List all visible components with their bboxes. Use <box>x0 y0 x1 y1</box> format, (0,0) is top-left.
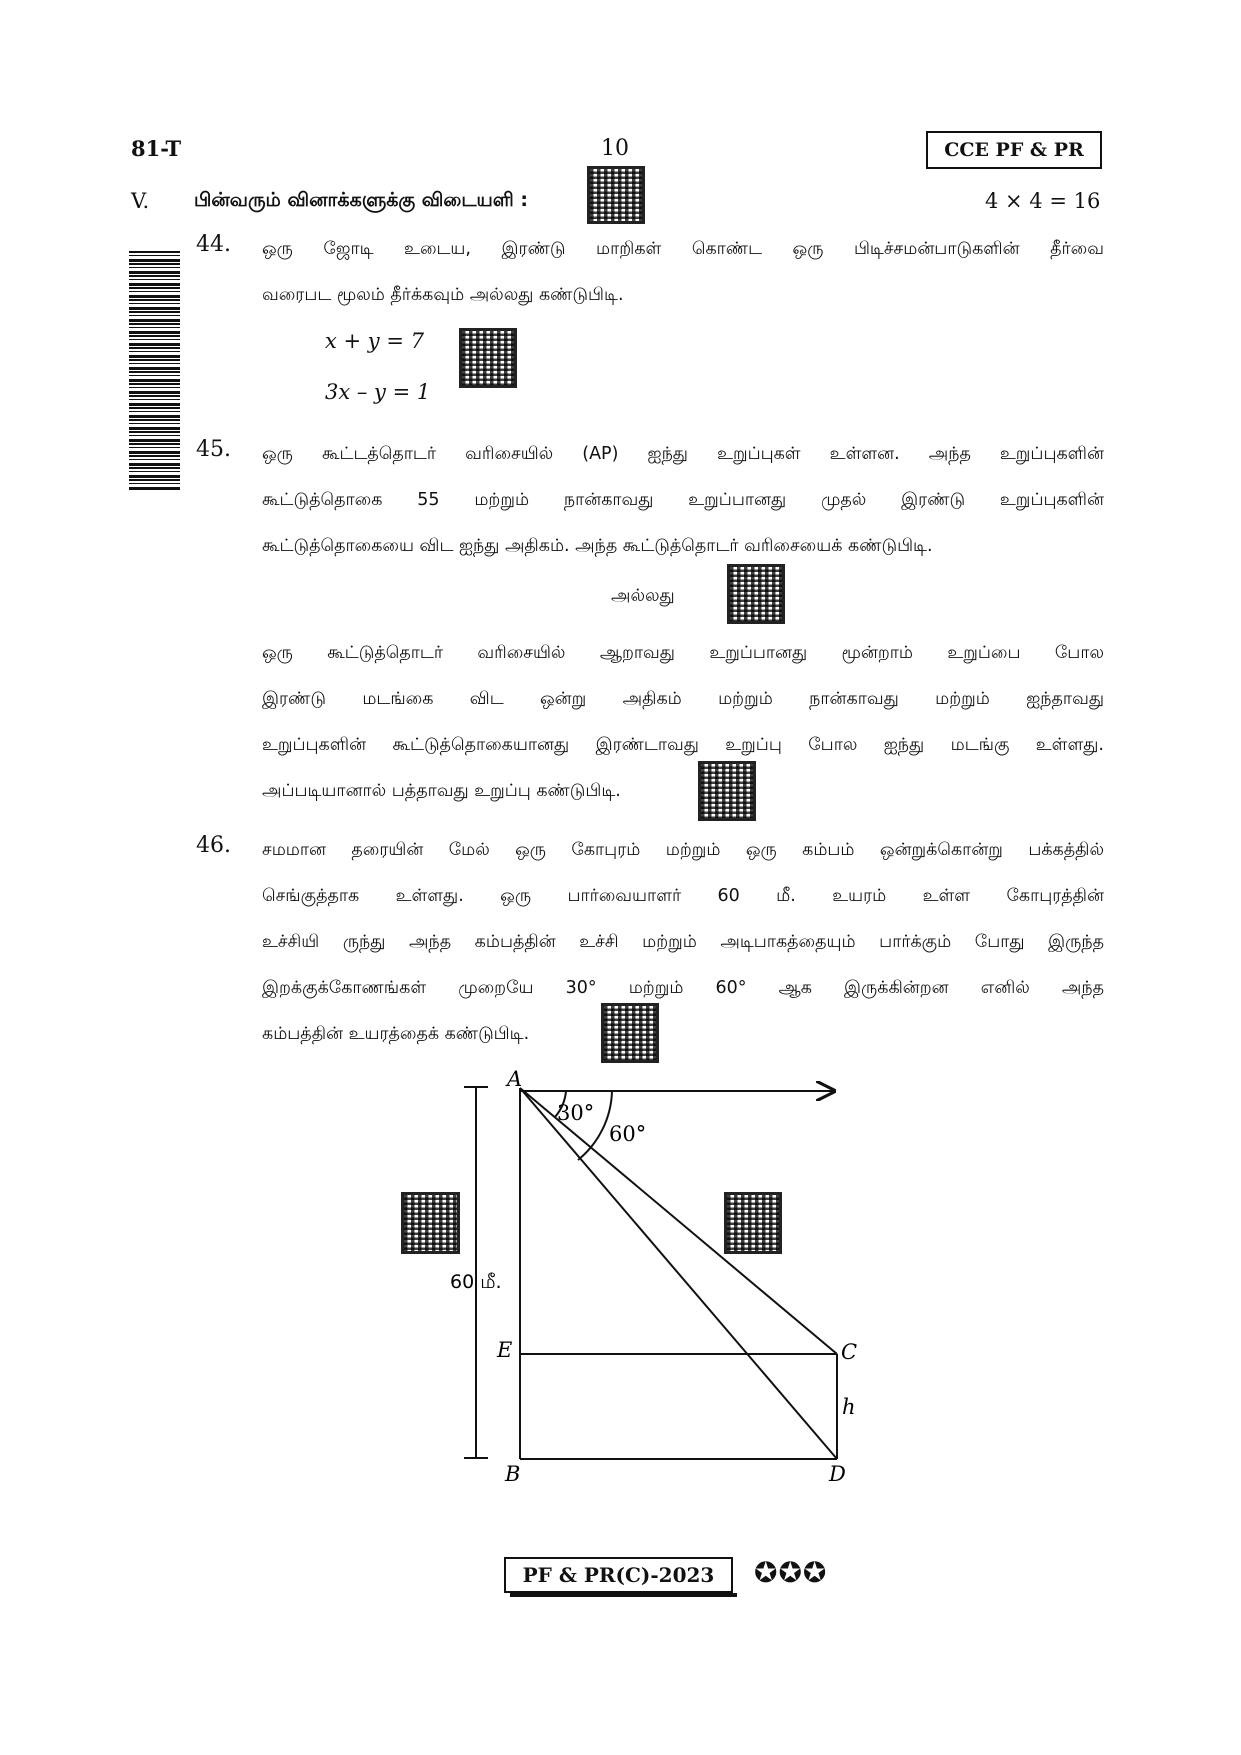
q45-line: கூட்டுத்தொகையை விட ஐந்து அதிகம். அந்த கூட்டுத்தொடர் வரிசையைக் கண்டுபிடி. <box>262 536 933 556</box>
q45-line: கூட்டுத்தொகை 55 மற்றும் நான்காவது உறுப்பானது முதல் இரண்டு உறுப்புகளின் <box>262 490 1104 510</box>
section-number: V. <box>131 189 150 213</box>
footer-code-box: PF & PR(C)-2023 <box>504 1557 733 1593</box>
qr-code-icon <box>724 1192 782 1254</box>
section-title: பின்வரும் வினாக்களுக்கு விடையளி : <box>194 189 529 211</box>
height-label: 60 மீ. <box>450 1271 502 1293</box>
q46-line: உச்சியி ருந்து அந்த கம்பத்தின் உச்சி மற்றும் அடிபாகத்தையும் பார்க்கும் போது இருந்த <box>262 932 1104 952</box>
angle-label-30: 30° <box>557 1101 595 1125</box>
label-c: C <box>841 1340 858 1364</box>
section-marks: 4 × 4 = 16 <box>985 189 1101 213</box>
question-number-46: 46. <box>196 833 231 858</box>
label-e: E <box>497 1338 513 1362</box>
q45-alt-line: ஒரு கூட்டுத்தொடர் வரிசையில் ஆறாவது உறுப்பானது மூன்றாம் உறுப்பை போல <box>262 643 1104 663</box>
q45-line: ஒரு கூட்டத்தொடர் வரிசையில் (AP) ஐந்து உறுப்புகள் உள்ளன. அந்த உறுப்புகளின் <box>262 444 1104 464</box>
q44-line: ஒரு ஜோடி உடைய, இரண்டு மாறிகள் கொண்ட ஒரு பிடிச்சமன்பாடுகளின் தீர்வை <box>262 239 1104 259</box>
q44-line: வரைபட மூலம் தீர்க்கவும் அல்லது கண்டுபிடி. <box>262 285 624 305</box>
sight-line-to-bottom <box>520 1088 837 1459</box>
q46-line: கம்பத்தின் உயரத்தைக் கண்டுபிடி. <box>262 1024 530 1044</box>
label-a: A <box>507 1067 523 1091</box>
equation-1: x + y = 7 <box>325 329 424 353</box>
sight-line-to-top <box>520 1088 837 1354</box>
qr-code-icon <box>401 1192 460 1254</box>
paper-code: 81-T <box>131 136 182 161</box>
exam-label-box: CCE PF & PR <box>926 131 1102 169</box>
equation-2: 3x – y = 1 <box>325 380 431 404</box>
label-h: h <box>842 1395 856 1419</box>
q46-line: இறக்குக்கோணங்கள் முறையே 30° மற்றும் 60° ஆக இருக்கின்றன எனில் அந்த <box>262 978 1104 998</box>
q45-alt-line: அப்படியானால் பத்தாவது உறுப்பு கண்டுபிடி. <box>262 781 621 801</box>
q45-alt-line: இரண்டு மடங்கை விட ஒன்று அதிகம் மற்றும் நான்காவது மற்றும் ஐந்தாவது <box>262 689 1104 709</box>
question-number-44: 44. <box>196 232 231 257</box>
label-b: B <box>505 1462 521 1486</box>
page-number: 10 <box>601 136 629 161</box>
question-number-45: 45. <box>196 437 231 462</box>
q46-line: சமமான தரையின் மேல் ஒரு கோபுரம் மற்றும் ஒரு கம்பம் ஒன்றுக்கொன்று பக்கத்தில் <box>262 840 1104 860</box>
footer-ornament-icon: ✪✪✪ <box>754 1556 828 1589</box>
angle-label-60: 60° <box>609 1122 647 1146</box>
label-d: D <box>829 1462 846 1486</box>
q46-line: செங்குத்தாக உள்ளது. ஒரு பார்வையாளர் 60 மீ. உயரம் உள்ள கோபுரத்தின் <box>262 886 1104 906</box>
q45-alt-line: உறுப்புகளின் கூட்டுத்தொகையானது இரண்டாவது உறுப்பு போல ஐந்து மடங்கு உள்ளது. <box>262 735 1104 755</box>
or-separator: அல்லது <box>611 586 675 606</box>
